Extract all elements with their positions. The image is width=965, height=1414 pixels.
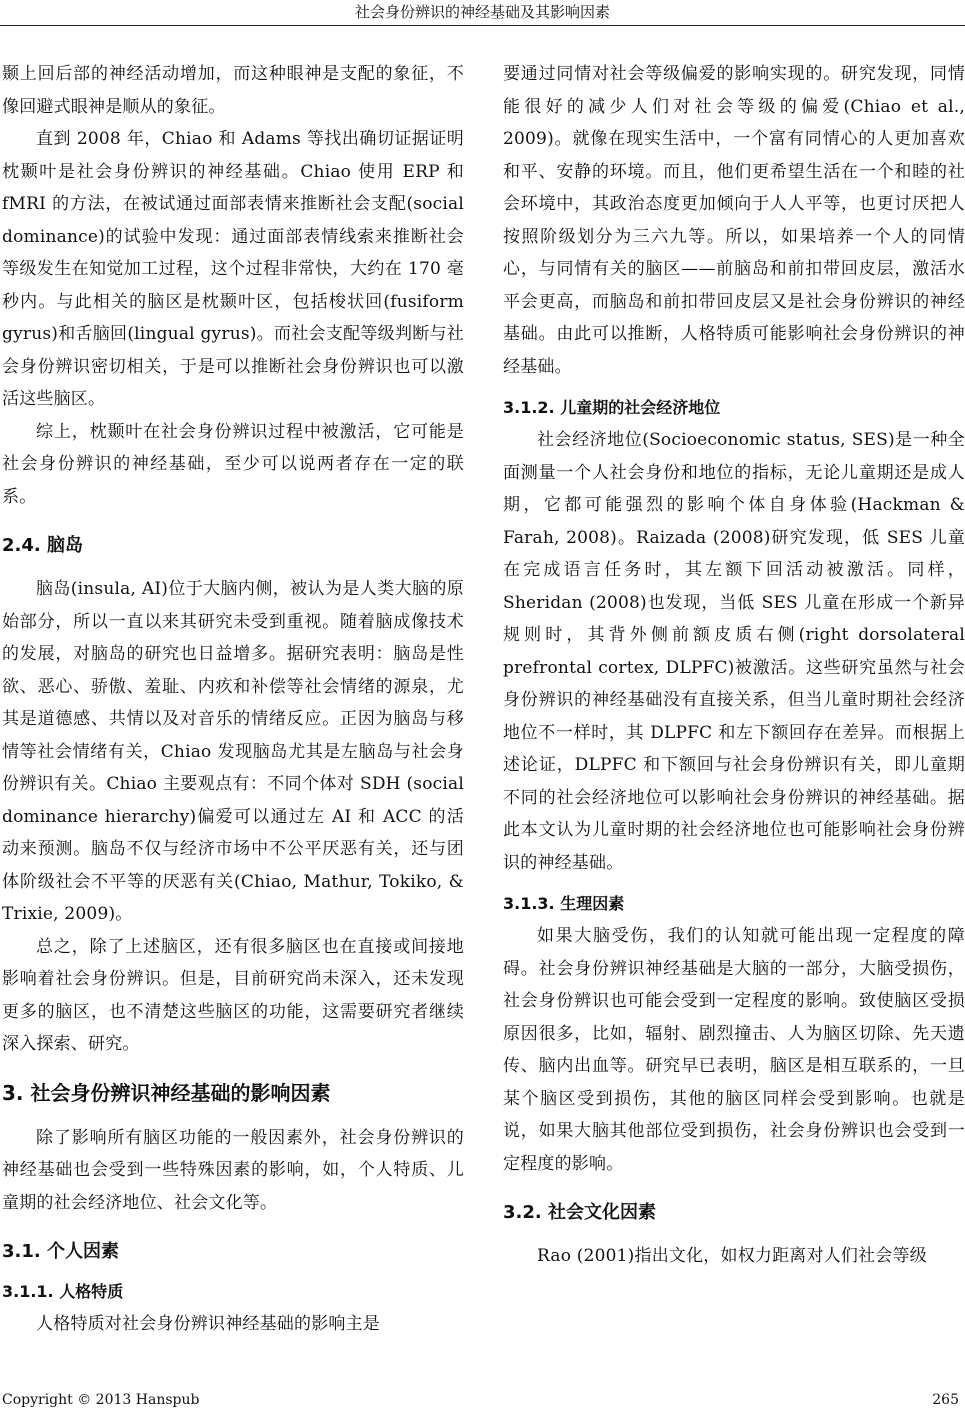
paragraph: 直到 2008 年，Chiao 和 Adams 等找出确切证据证明枕颞叶是社会身份辨识的神经基础。Chiao 使用 ERP 和 fMRI 的方法，在被试通过面部表情来推断社会支配(social dominance)的试验中发现：通过面部表情线索来推断社会等级发生在知觉加工过程，这个过程非常快，大约在 170 毫秒内。与此相关的脑区是枕颞叶区，包括梭状回(fusiform gyrus)和舌脑回(lingual gyrus)。而社会支配等级判断与社会身份辨识密切相关，于是可以推断社会身份辨识也可以激活这些脑区。 — [2, 129, 464, 409]
paragraph: Rao (2001)指出文化，如权力距离对人们社会等级 — [537, 1246, 927, 1266]
section-heading-3-2: 3.2. 社会文化因素 — [503, 1202, 656, 1223]
paragraph: 社会经济地位(Socioeconomic status, SES)是一种全面测量一个人社会身份和地位的指标，无论儿童期还是成人期，它都可能强烈的影响个体自身体验(Hackman & Farah, 2008)。Raizada (2008)研究发现，低 SES 儿童在完成语言任务时，其左额下回活动被激活。同样，Sheridan (2008)也发现，当低 SES 儿童在形成一个新异规则时，其背外侧前额皮质右侧(right dorsolateral prefrontal cortex, DLPFC)被激活。这些研究虽然与社会身份辨识的神经基础没有直接关系，但当儿童时期社会经济地位不一样时，其 DLPFC 和左下额回存在差异。而根据上述论证，DLPFC 和下额回与社会身份辨识有关，即儿童期不同的社会经济地位可以影响社会身份辨识的神经基础。据此本文认为儿童时期的社会经济地位也可能影响社会身份辨识的神经基础。 — [503, 430, 965, 873]
paragraph: 除了影响所有脑区功能的一般因素外，社会身份辨识的神经基础也会受到一些特殊因素的影响，如，个人特质、儿童期的社会经济地位、社会文化等。 — [2, 1127, 464, 1213]
right-column — [503, 58, 965, 1273]
paragraph: 人格特质对社会身份辨识神经基础的影响主是 — [36, 1314, 380, 1334]
section-heading-3: 3. 社会身份辨识神经基础的影响因素 — [2, 1080, 331, 1105]
section-heading-3-1-1: 3.1.1. 人格特质 — [2, 1282, 124, 1301]
copyright: Copyright © 2013 Hanspub — [2, 1392, 200, 1408]
section-heading-3-1-3: 3.1.3. 生理因素 — [503, 894, 625, 913]
paragraph: 总之，除了上述脑区，还有很多脑区也在直接或间接地影响着社会身份辨识。但是，目前研究尚未深入，还未发现更多的脑区，也不清楚这些脑区的功能，这需要研究者继续深入探索、研究。 — [2, 936, 464, 1054]
paragraph: 脑岛(insula, AI)位于大脑内侧，被认为是人类大脑的原始部分，所以一直以来其研究未受到重视。随着脑成像技术的发展，对脑岛的研究也日益增多。据研究表明：脑岛是性欲、恶心、骄傲、羞耻、内疚和补偿等社会情绪的源泉，尤其是道德感、共情以及对音乐的情绪反应。正因为脑岛与移情等社会情绪有关，Chiao 发现脑岛尤其是左脑岛与社会身份辨识有关。Chiao 主要观点有：不同个体对 SDH (social dominance hierarchy)偏爱可以通过左 AI 和 ACC 的活动来预测。脑岛不仅与经济市场中不公平厌恶有关，还与团体阶级社会不平等的厌恶有关(Chiao, Mathur, Tokiko, & Trixie, 2009)。 — [2, 579, 464, 924]
section-heading-2-4: 2.4. 脑岛 — [2, 535, 83, 556]
paragraph: 综上，枕颞叶在社会身份辨识过程中被激活，它可能是社会身份辨识的神经基础，至少可以说两者存在一定的联系。 — [2, 421, 464, 507]
paragraph: 如果大脑受伤，我们的认知就可能出现一定程度的障碍。社会身份辨识神经基础是大脑的一部分，大脑受损伤，社会身份辨识也可能会受到一定程度的影响。致使脑区受损原因很多，比如，辐射、剧烈撞击、人为脑区切除、先天遗传、脑内出血等。研究早已表明，脑区是相互联系的，一旦某个脑区受到损伤，其他的脑区同样会受到影响。也就是说，如果大脑其他部位受到损伤，社会身份辨识也会受到一定程度的影响。 — [503, 926, 965, 1174]
left-column — [2, 58, 464, 1341]
section-heading-3-1: 3.1. 个人因素 — [2, 1241, 119, 1262]
running-head — [0, 0, 965, 26]
section-heading-3-1-2: 3.1.2. 儿童期的社会经济地位 — [503, 398, 721, 417]
journal-article-title: 社会身份辨识的神经基础及其影响因素 — [354, 3, 610, 21]
paragraph: 要通过同情对社会等级偏爱的影响实现的。研究发现，同情能很好的减少人们对社会等级的偏爱(Chiao et al., 2009)。就像在现实生活中，一个富有同情心的人更加喜欢和平、安静的环境。而且，他们更希望生活在一个和睦的社会环境中，其政治态度更加倾向于人人平等，也更讨厌把人按照阶级划分为三六九等。所以，如果培养一个人的同情心，与同情有关的脑区——前脑岛和前扣带回皮层，激活水平会更高，而脑岛和前扣带回皮层又是社会身份辨识的神经基础。由此可以推断，人格特质可能影响社会身份辨识的神经基础。 — [503, 64, 965, 377]
paragraph: 颞上回后部的神经活动增加，而这种眼神是支配的象征，不像回避式眼神是顺从的象征。 — [2, 64, 464, 117]
page-number: 265 — [932, 1392, 959, 1408]
